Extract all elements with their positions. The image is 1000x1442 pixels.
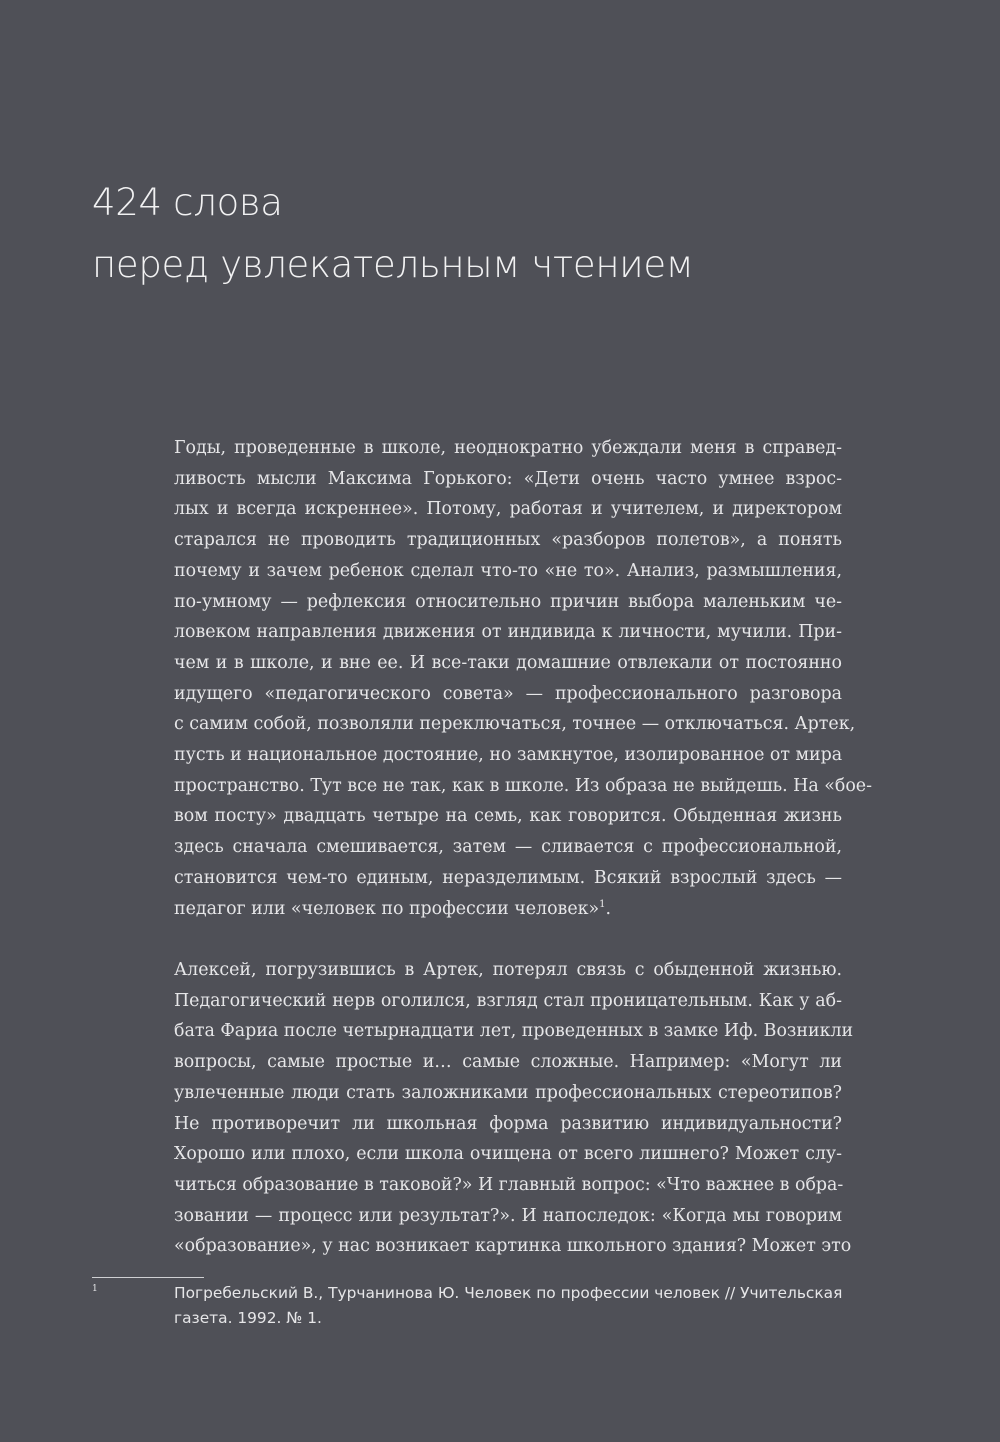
text-line: идущего «педагогического совета» — профессионального разговора: [174, 683, 842, 704]
text-line: здесь сначала смешивается, затем — сливается с профессиональной,: [174, 837, 842, 858]
text-line: увлеченные люди стать заложниками профессиональных стереотипов?: [174, 1082, 842, 1103]
paragraph-1: [174, 433, 872, 924]
footnote-number: 1: [92, 1284, 98, 1294]
paragraph-2: [174, 955, 854, 1262]
text-line: старался не проводить традиционных «разборов полетов», а понять: [174, 530, 842, 551]
text-line: Хорошо или плохо, если школа очищена от всего лишнего? Может слу-: [174, 1144, 842, 1165]
text-line: Педагогический нерв оголился, взгляд стал проницательным. Как у аб-: [174, 990, 842, 1011]
text-line: Алексей, погрузившись в Артек, потерял связь с обыденной жизнью.: [174, 960, 842, 980]
text-line: вопросы, самые простые и… самые сложные. Например: «Могут ли: [174, 1052, 842, 1073]
footnote-text: [174, 1281, 842, 1331]
chapter-title: [92, 172, 952, 296]
footnote-line-2: газета. 1992. № 1.: [174, 1309, 322, 1327]
text-line: Не противоречит ли школьная форма развитию индивидуальности?: [174, 1113, 842, 1134]
text-line-last: педагог или «человек по профессии человек»$^1$.: [174, 898, 612, 919]
text-line: пространство. Тут все не так, как в школе. Из образа не выйдешь. На «бое-: [174, 775, 872, 796]
text-line: бата Фариа после четырнадцати лет, проведенных в замке Иф. Возникли: [174, 1021, 854, 1042]
text-line: зовании — процесс или результат?». И напоследок: «Когда мы говорим: [174, 1205, 842, 1226]
chapter-title-line-2: перед увлекательным чтением: [92, 243, 694, 286]
text-line: пусть и национальное достояние, но замкнутое, изолированное от мира: [174, 745, 843, 766]
chapter-title-line-1: 424 слова: [92, 181, 283, 224]
footnote-line-1: Погребельский В., Турчанинова Ю. Человек по профессии человек // Учительская: [174, 1284, 843, 1302]
text-line: становится чем-то единым, неразделимым. Всякий взрослый здесь —: [174, 867, 842, 888]
text-line: чем и в школе, и вне ее. И все-таки домашние отвлекали от постоянно: [174, 652, 842, 673]
text-line: по-умному — рефлексия относительно причин выбора маленьким че-: [174, 591, 842, 612]
text-line: почему и зачем ребенок сделал что-то «не то». Анализ, размышления,: [174, 560, 842, 581]
text-line: с самим собой, позволяли переключаться, точнее — отключаться. Артек,: [174, 714, 856, 735]
text-line-content: педагог или «человек по профессии человек»: [174, 898, 600, 919]
text-line: «образование», у нас возникает картинка школьного здания? Может это: [174, 1236, 852, 1257]
text-line: ловеком направления движения от индивида к личности, мучили. При-: [174, 622, 842, 643]
footnote-divider: [92, 1277, 204, 1278]
text-line: вом посту» двадцать четыре на семь, как говорится. Обыденная жизнь: [174, 806, 842, 827]
text-line: лых и всегда искреннее». Потому, работая и учителем, и директором: [174, 499, 842, 520]
text-line: ливость мысли Максима Горького: «Дети очень часто умнее взрос-: [174, 468, 842, 489]
text-line: читься образование в таковой?» И главный вопрос: «Что важнее в обра-: [174, 1174, 844, 1195]
footnote-reference[interactable]: 1: [599, 898, 606, 910]
text-line: Годы, проведенные в школе, неоднократно убеждали меня в справед-: [174, 438, 842, 458]
